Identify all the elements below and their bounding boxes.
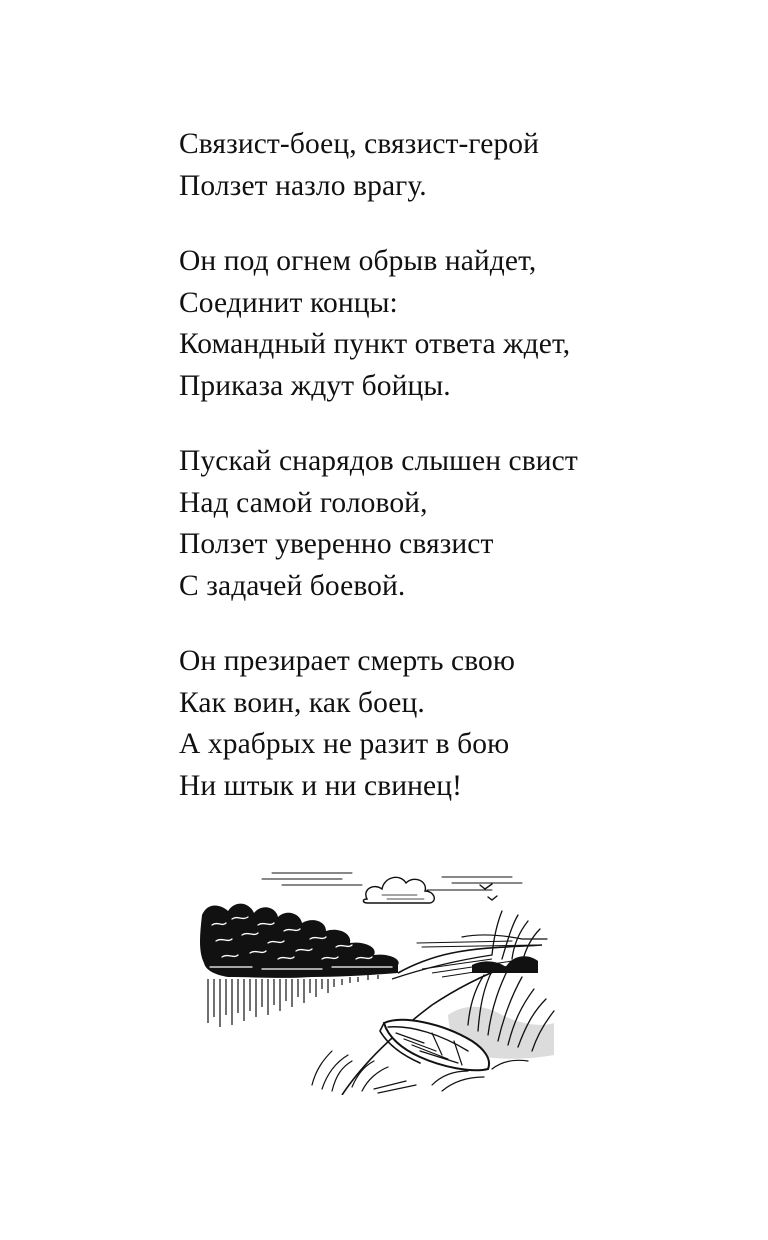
- water-reflection: [208, 975, 378, 1027]
- birds: [480, 884, 497, 900]
- stanza-3: [179, 441, 739, 607]
- stanza-2: [179, 241, 739, 407]
- poem-line: Ползет назло врагу.: [179, 169, 427, 202]
- poem-line: Он презирает смерть свою: [179, 645, 516, 677]
- poem-line: Над самой головой,: [179, 486, 428, 519]
- poem-line: Приказа ждут бойцы.: [179, 369, 451, 402]
- stanza-1: [179, 124, 739, 207]
- poem-line: Как воин, как боец.: [179, 686, 425, 719]
- poem-line: Пускай снарядов слышен свист: [179, 445, 578, 477]
- poem-line: Он под огнем обрыв найдет,: [179, 245, 537, 277]
- river-landscape-with-boat-engraving: [192, 855, 562, 1095]
- poem-line: С задачей боевой.: [179, 569, 406, 602]
- poem-line: Ползет уверенно связист: [179, 528, 494, 560]
- poem-line: Ни штык и ни свинец!: [179, 769, 463, 802]
- poem-line: Соединит концы:: [179, 286, 398, 319]
- poem-line: Связист-боец, связист-герой: [179, 128, 540, 160]
- poem-line: Командный пункт ответа ждет,: [179, 328, 571, 360]
- poem-line: А храбрых не разит в бою: [179, 728, 510, 760]
- engraving-svg: [192, 855, 562, 1095]
- stanza-4: [179, 641, 739, 807]
- poem: [179, 124, 739, 841]
